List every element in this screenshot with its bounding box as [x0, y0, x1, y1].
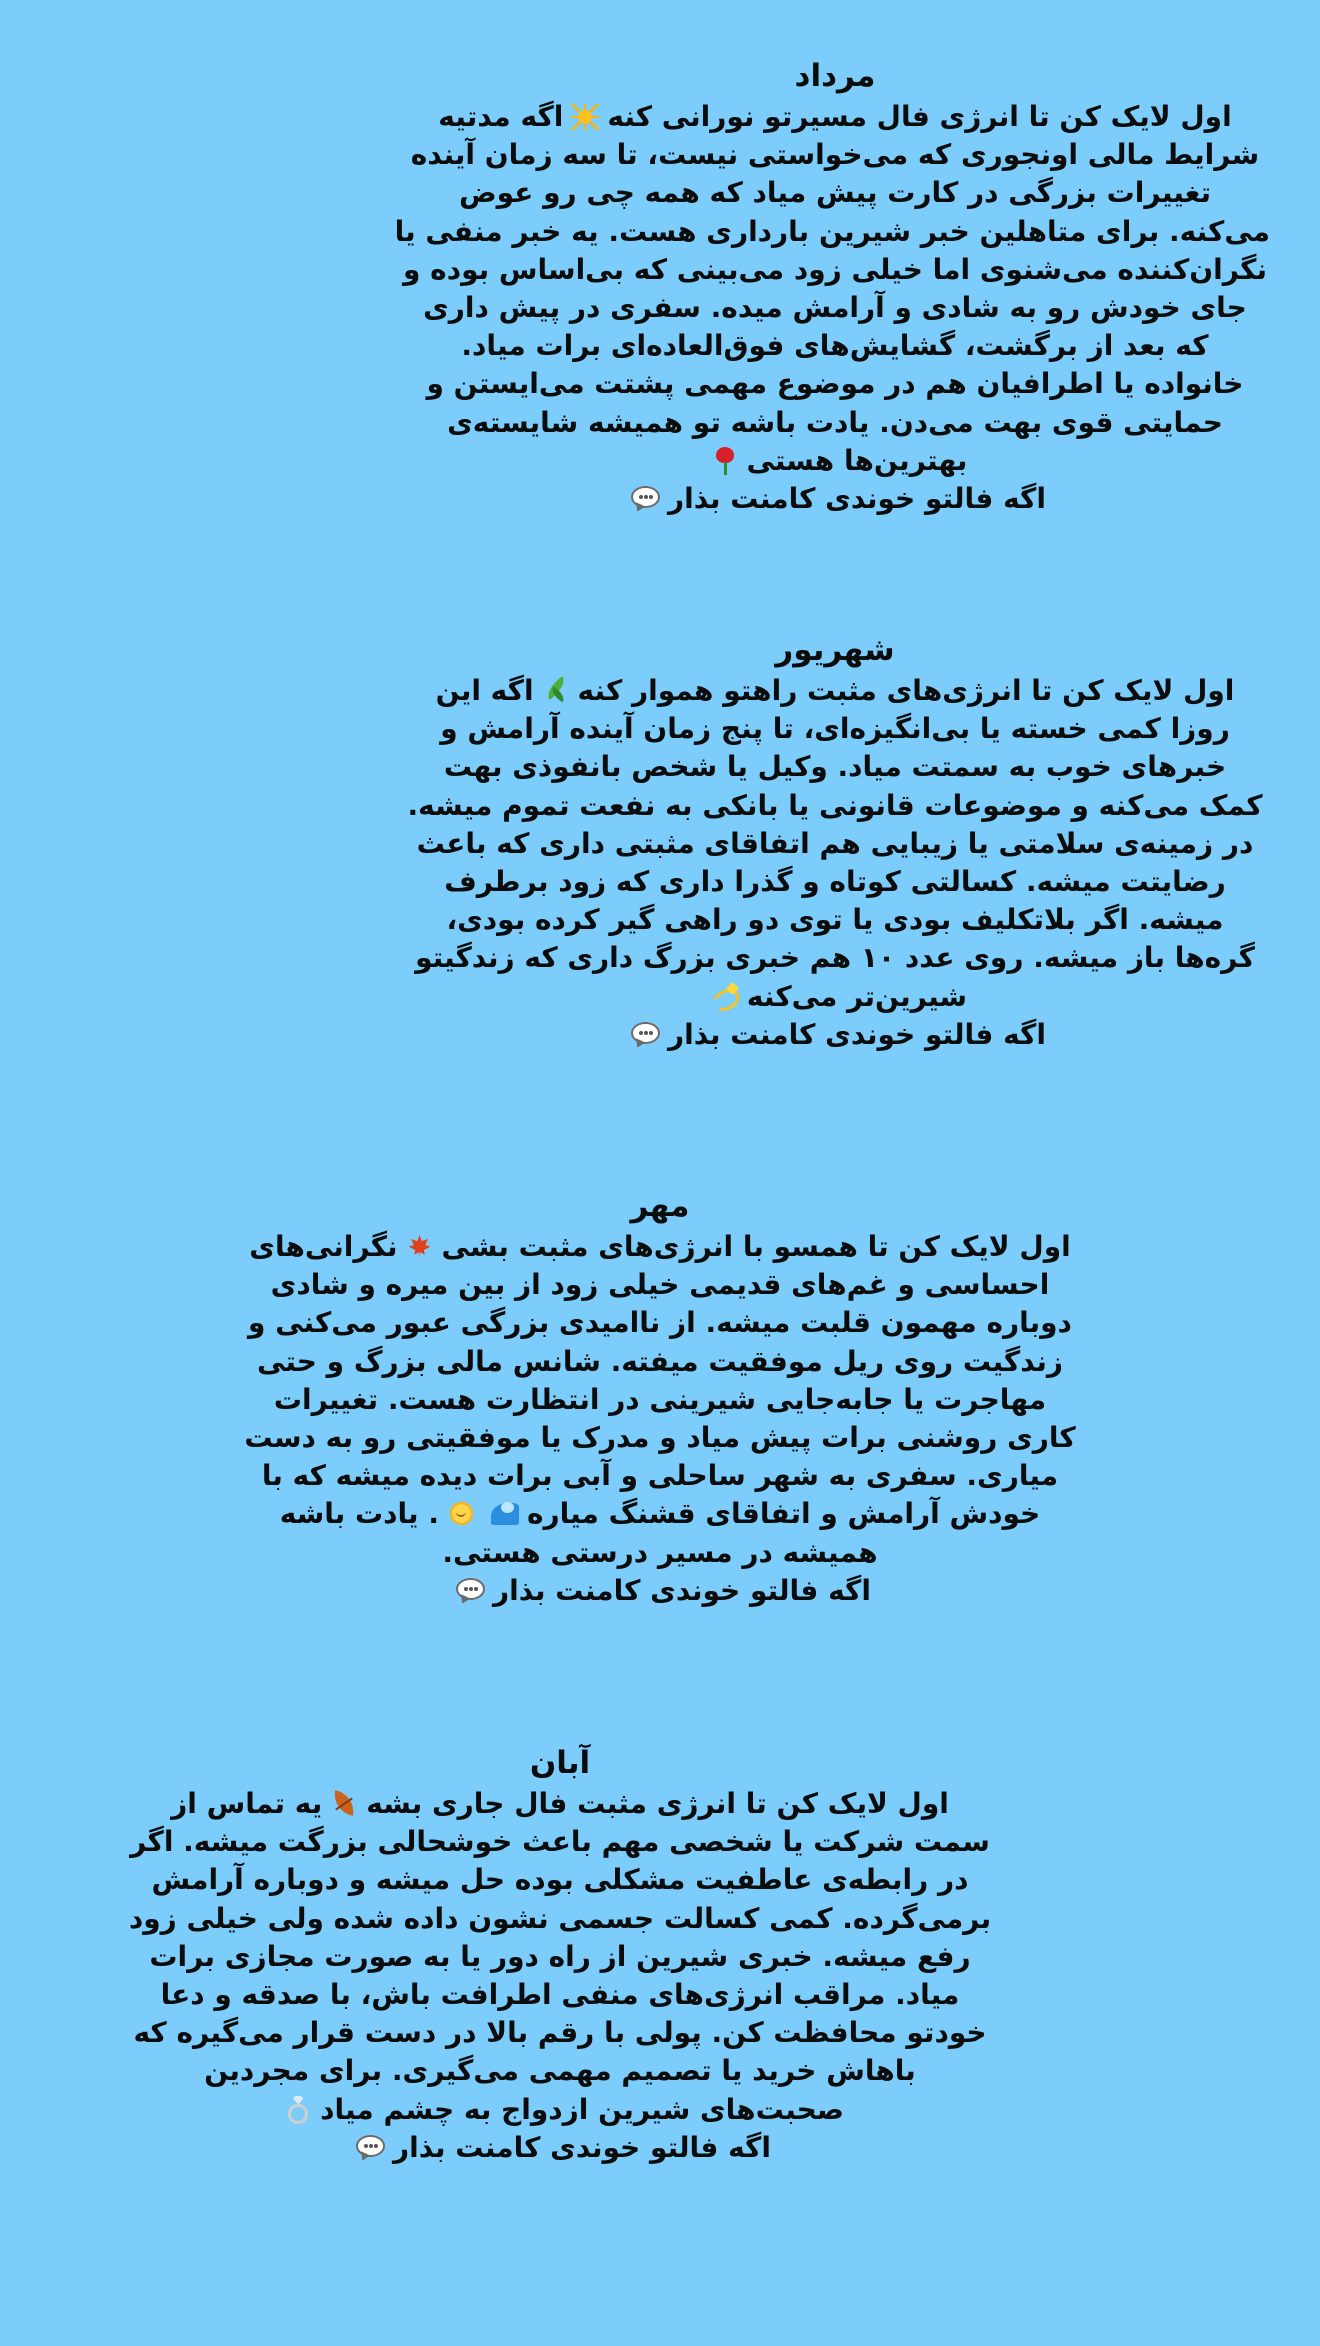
herb-icon: [540, 676, 572, 706]
text-line: خانواده یا اطرافیان هم در موضوع مهمی پشتت می‌ایستن و: [426, 367, 1244, 401]
text-line: باهاش خرید یا تصمیم مهمی می‌گیری. برای مجردین: [204, 2054, 916, 2088]
sun-with-face-icon: [445, 1499, 477, 1529]
speech-balloon-icon: [355, 2133, 387, 2163]
text-line: میشه. اگر بلاتکلیف بودی یا توی دو راهی گیر کرده بودی،: [446, 903, 1224, 937]
text-line: کاری روشنی برات پیش میاد و مدرک یا موفقیتی رو به دست: [244, 1421, 1076, 1455]
text-line: رفع میشه. خبری شیرین از راه دور یا به صورت مجازی برات: [149, 1939, 971, 1973]
text-line: که بعد از برگشت، گشایش‌های فوق‌العاده‌ای برات میاد.: [461, 329, 1209, 363]
text-line: احساسی و غم‌های قدیمی خیلی زود از بین میره و شادی: [270, 1268, 1050, 1302]
text-line: مهاجرت یا جابه‌جایی شیرینی در انتظارت هست. تغییرات: [273, 1382, 1047, 1416]
ring-icon: [282, 2095, 314, 2125]
text-line: تغییرات بزرگی در کارت پیش میاد که همه چی رو عوض: [459, 176, 1211, 210]
horoscope-section-mordad: [394, 58, 1270, 518]
horoscope-section-shahrivar: [400, 632, 1270, 1054]
text-line: اول لایک کن تا انرژی مثبت فال جاری بشهیه تماس از: [171, 1787, 949, 1820]
text-line: نگران‌کننده می‌شنوی اما خیلی زود می‌بینی که بی‌اساس بوده و: [403, 252, 1267, 286]
text-line: سمت شرکت یا شخصی مهم باعث خوشحالی بزرگت میشه. اگر: [130, 1825, 990, 1859]
text-line: خبرهای خوب به سمتت میاد. وکیل یا شخص بانفوذی بهت: [443, 750, 1227, 784]
text-line: صحبت‌های شیرین ازدواج به چشم میاد: [60, 2091, 1060, 2129]
maple-leaf-icon: [404, 1232, 436, 1262]
text-line: بهترین‌ها هستی: [400, 442, 1270, 480]
text-line: دوباره مهمون قلبت میشه. از ناامیدی بزرگی عبور می‌کنی و: [248, 1306, 1072, 1340]
month-title: مهر: [630, 1188, 690, 1224]
text-line: جای خودش رو به شادی و آرامش میده. سفری در پیش داری: [423, 291, 1247, 325]
text-line: گره‌ها باز میشه. روی عدد ۱۰ هم خبری بزرگ داری که زندگیتو: [415, 941, 1255, 975]
text-line: در رابطه‌ی عاطفیت مشکلی بوده حل میشه و دوباره آرامش: [151, 1863, 969, 1897]
text-line: برمی‌گرده. کمی کسالت جسمی نشون داده شده ولی خیلی زود: [128, 1901, 992, 1935]
text-line: شیرین‌تر می‌کنه: [400, 978, 1270, 1016]
text-line: روزا کمی خسته یا بی‌انگیزه‌ای، تا پنج زمان آینده آرامش و: [440, 712, 1230, 746]
text-line: می‌کنه. برای متاهلین خبر شیرین بارداری هست. یه خبر منفی یا: [394, 214, 1270, 248]
fallen-leaf-icon: [328, 1789, 360, 1819]
month-title: آبان: [529, 1745, 591, 1781]
text-line: خودتو محافظت کن. پولی با رقم بالا در دست قرار می‌گیره که: [133, 2016, 987, 2050]
text-line: شرایط مالی اونجوری که می‌خواستی نیست، تا سه زمان آینده: [410, 138, 1260, 172]
dizzy-icon: [709, 982, 741, 1012]
horoscope-section-mehr: [160, 1188, 1160, 1610]
month-title: شهریور: [775, 632, 895, 668]
speech-balloon-icon: [630, 1020, 662, 1050]
text-line: اول لایک کن تا همسو با انرژی‌های مثبت بشینگرانی‌های: [249, 1230, 1071, 1263]
comment-prompt: اگه فالتو خوندی کامنت بذار: [60, 2129, 1060, 2167]
comment-prompt: اگه فالتو خوندی کامنت بذار: [400, 1016, 1270, 1054]
speech-balloon-icon: [630, 484, 662, 514]
text-line: میاری. سفری به شهر ساحلی و آبی برات دیده میشه که با: [261, 1459, 1059, 1493]
sun-icon: [569, 102, 601, 132]
rose-icon: [709, 446, 741, 476]
text-line: میاد. مراقب انرژی‌های منفی اطرافت باش، با صدقه و دعا: [160, 1978, 960, 2012]
comment-prompt: اگه فالتو خوندی کامنت بذار: [160, 1572, 1160, 1610]
comment-prompt: اگه فالتو خوندی کامنت بذار: [400, 480, 1270, 518]
text-line: خودش آرامش و اتفاقای قشنگ میاره. یادت باشه: [279, 1497, 1041, 1531]
horoscope-section-aban: [60, 1745, 1060, 2167]
text-line: حمایتی قوی بهت می‌دن. یادت باشه تو همیشه شایسته‌ی: [447, 405, 1223, 439]
text-line: رضایتت میشه. کسالتی کوتاه و گذرا داری که زود برطرف: [444, 865, 1226, 899]
text-line: کمک می‌کنه و موضوعات قانونی یا بانکی به نفعت تموم میشه.: [407, 788, 1263, 822]
month-title: مرداد: [794, 58, 876, 94]
speech-balloon-icon: [455, 1576, 487, 1606]
text-line: زندگیت روی ریل موفقیت میفته. شانس مالی بزرگ و حتی: [256, 1344, 1063, 1378]
text-line: اول لایک کن تا انرژی فال مسیرتو نورانی کنهاگه مدتیه: [438, 100, 1232, 133]
text-line: همیشه در مسیر درستی هستی.: [442, 1535, 878, 1569]
wave-icon: [489, 1499, 521, 1529]
text-line: در زمینه‌ی سلامتی یا زیبایی هم اتفاقای مثبتی داری که باعث: [416, 826, 1254, 860]
text-line: اول لایک کن تا انرژی‌های مثبت راهتو هموار کنهاگه این: [435, 674, 1235, 707]
